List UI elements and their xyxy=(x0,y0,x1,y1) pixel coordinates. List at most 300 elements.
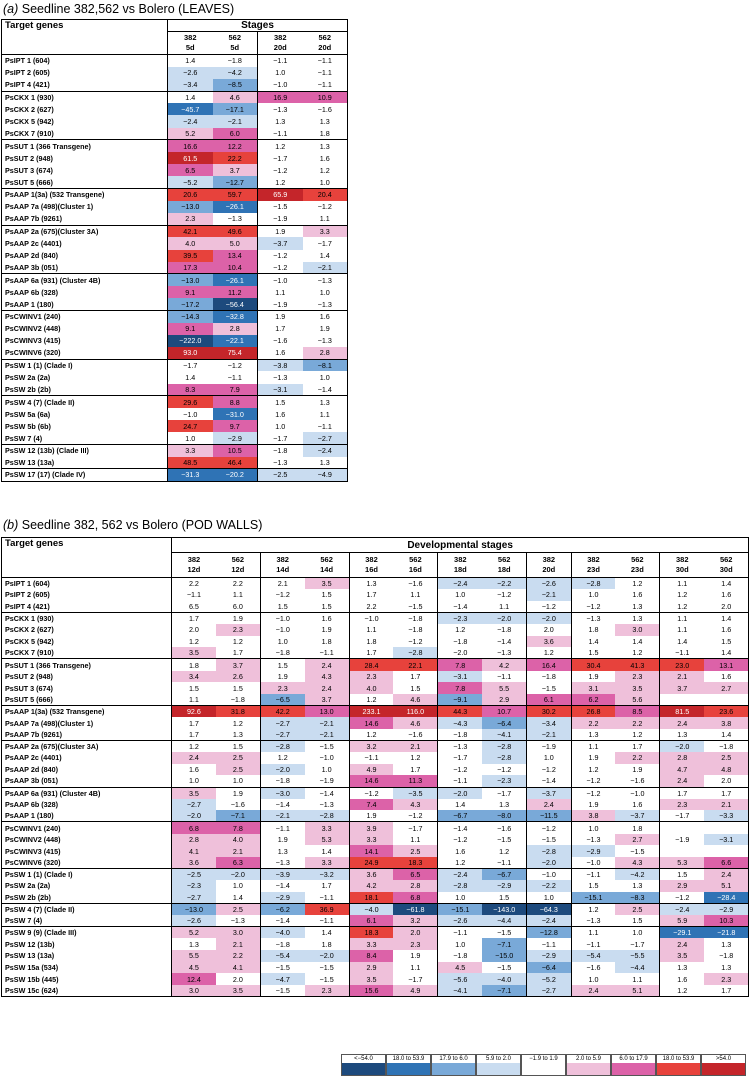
value-cell: 1.9 xyxy=(216,787,260,799)
value-cell: 2.3 xyxy=(260,682,304,694)
value-cell: 2.0 xyxy=(704,775,749,787)
value-cell: 5.5 xyxy=(172,950,216,962)
value-cell: 20.4 xyxy=(303,189,348,201)
value-cell: 7.9 xyxy=(213,384,258,396)
value-cell: −1.8 xyxy=(482,624,526,636)
value-cell: −2.4 xyxy=(660,903,704,915)
value-cell: 5.9 xyxy=(660,915,704,927)
value-cell: 6.0 xyxy=(216,601,260,613)
gene-name: PsSW 5b (6b) xyxy=(2,420,168,432)
legend-color-box xyxy=(612,1063,655,1075)
value-cell: 49.6 xyxy=(213,225,258,237)
value-cell: −1.8 xyxy=(438,636,482,648)
table-row xyxy=(2,659,749,671)
table-row xyxy=(2,225,348,237)
value-cell: −4.1 xyxy=(438,985,482,997)
value-cell: 1.9 xyxy=(303,323,348,335)
value-cell: −1.3 xyxy=(258,457,303,469)
value-cell: −1.2 xyxy=(258,250,303,262)
value-cell: −2.7 xyxy=(260,729,304,741)
table-row xyxy=(2,298,348,310)
value-cell: 1.3 xyxy=(349,578,393,590)
value-cell: 42.1 xyxy=(168,225,213,237)
value-cell: −13.0 xyxy=(172,903,216,915)
table-row xyxy=(2,682,749,694)
column-stage-label: 5d xyxy=(185,43,195,52)
value-cell: 5.6 xyxy=(615,694,659,706)
value-cell: −26.1 xyxy=(213,201,258,213)
gene-name: PsCKX 2 (627) xyxy=(2,103,168,115)
table-row xyxy=(2,323,348,335)
gene-name: PsAAP 6b (328) xyxy=(2,286,168,298)
value-cell: −13.0 xyxy=(168,201,213,213)
value-cell: 1.4 xyxy=(704,647,749,659)
value-cell: 4.5 xyxy=(172,962,216,974)
value-cell: −1.9 xyxy=(527,740,571,752)
value-cell: −5.4 xyxy=(571,950,615,962)
value-cell: 1.7 xyxy=(349,589,393,601)
column-line-label: 562 xyxy=(228,33,241,42)
value-cell: 3.9 xyxy=(349,822,393,834)
value-cell: −1.9 xyxy=(660,834,704,846)
value-cell: 2.1 xyxy=(660,671,704,683)
value-cell: 1.9 xyxy=(571,671,615,683)
value-cell: 116.0 xyxy=(393,706,437,718)
value-cell: −1.7 xyxy=(660,810,704,822)
value-cell: 3.6 xyxy=(527,636,571,648)
value-cell: 7.4 xyxy=(349,799,393,811)
panel-b-label: (b) xyxy=(3,518,19,532)
gene-name: PsSW 15b (445) xyxy=(2,973,172,985)
value-cell: 1.4 xyxy=(660,636,704,648)
value-cell: 2.7 xyxy=(615,834,659,846)
value-cell: −1.5 xyxy=(482,834,526,846)
value-cell: 1.1 xyxy=(571,740,615,752)
column-header xyxy=(527,553,571,578)
gene-name: PsIPT 4 (421) xyxy=(2,601,172,613)
value-cell: 2.8 xyxy=(393,880,437,892)
table-row xyxy=(2,799,749,811)
value-cell: 2.5 xyxy=(393,845,437,857)
value-cell: 1.7 xyxy=(172,717,216,729)
value-cell: 1.1 xyxy=(303,408,348,420)
value-cell: 1.6 xyxy=(660,973,704,985)
value-cell: 1.9 xyxy=(258,310,303,322)
value-cell: −32.8 xyxy=(213,310,258,322)
value-cell: 1.8 xyxy=(303,128,348,140)
table-row xyxy=(2,671,749,683)
value-cell: −61.8 xyxy=(393,903,437,915)
value-cell: 1.4 xyxy=(704,578,749,590)
value-cell: −1.5 xyxy=(305,973,349,985)
value-cell: −1.5 xyxy=(393,601,437,613)
value-cell: −3.5 xyxy=(393,787,437,799)
value-cell: 8.4 xyxy=(349,950,393,962)
value-cell: 1.7 xyxy=(258,323,303,335)
value-cell: 2.2 xyxy=(349,601,393,613)
value-cell: −1.1 xyxy=(438,775,482,787)
value-cell: −2.0 xyxy=(172,810,216,822)
value-cell: −7.1 xyxy=(482,985,526,997)
table-row xyxy=(2,79,348,91)
value-cell: −1.1 xyxy=(438,927,482,939)
column-line-label: 562 xyxy=(631,555,644,564)
value-cell: −1.6 xyxy=(482,822,526,834)
value-cell: 1.2 xyxy=(482,845,526,857)
value-cell: 1.1 xyxy=(349,624,393,636)
column-stage-label: 23d xyxy=(630,565,644,574)
value-cell: −3.7 xyxy=(258,237,303,249)
value-cell: 1.4 xyxy=(704,612,749,624)
value-cell: 1.1 xyxy=(172,694,216,706)
value-cell: 4.8 xyxy=(704,764,749,776)
gene-name: PsAAP 6b (328) xyxy=(2,799,172,811)
value-cell: −4.9 xyxy=(303,469,348,481)
value-cell: 1.0 xyxy=(172,775,216,787)
value-cell: −222.0 xyxy=(168,335,213,347)
value-cell: 22.2 xyxy=(213,152,258,164)
value-cell: 1.1 xyxy=(393,834,437,846)
value-cell: 1.3 xyxy=(704,962,749,974)
value-cell: 1.7 xyxy=(393,671,437,683)
value-cell: −1.3 xyxy=(260,857,304,869)
value-cell: 2.3 xyxy=(305,985,349,997)
value-cell: −4.3 xyxy=(438,717,482,729)
table-row xyxy=(2,67,348,79)
gene-name: PsCKX 2 (627) xyxy=(2,624,172,636)
value-cell: 7.8 xyxy=(438,682,482,694)
value-cell: −1.0 xyxy=(258,274,303,286)
value-cell: −2.6 xyxy=(168,67,213,79)
table-row xyxy=(2,729,749,741)
value-cell: 1.0 xyxy=(438,892,482,904)
gene-name: PsIPT 1 (604) xyxy=(2,55,168,67)
value-cell: −1.6 xyxy=(393,578,437,590)
value-cell: 3.3 xyxy=(168,445,213,457)
color-scale-legend xyxy=(341,1054,747,1076)
table-row xyxy=(2,950,749,962)
gene-name: PsAAP 2c (4401) xyxy=(2,237,168,249)
table-row xyxy=(2,420,348,432)
value-cell: 1.9 xyxy=(349,810,393,822)
panel-b-title-text: Seedline 382, 562 vs Bolero (POD WALLS) xyxy=(18,518,263,532)
gene-name: PsSW 4 (7) (Clade II) xyxy=(2,396,168,408)
value-cell: 1.0 xyxy=(303,176,348,188)
value-cell: −6.5 xyxy=(260,694,304,706)
gene-name: PsAAP 7a (498)(Cluster 1) xyxy=(2,717,172,729)
gene-name: PsAAP 3b (051) xyxy=(2,262,168,274)
gene-name: PsSUT 5 (666) xyxy=(2,176,168,188)
gene-name: PsSW 1 (1) (Clade I) xyxy=(2,359,168,371)
gene-name: PsSW 7 (4) xyxy=(2,915,172,927)
value-cell: 5.2 xyxy=(168,128,213,140)
value-cell: 10.4 xyxy=(213,262,258,274)
value-cell: 1.3 xyxy=(615,612,659,624)
value-cell: 41.3 xyxy=(615,659,659,671)
legend-color-box xyxy=(432,1063,475,1075)
value-cell: −2.0 xyxy=(216,869,260,881)
column-line-label: 562 xyxy=(320,555,333,564)
value-cell: −2.5 xyxy=(172,869,216,881)
value-cell: −1.3 xyxy=(216,915,260,927)
value-cell: −3.4 xyxy=(168,79,213,91)
value-cell: −2.7 xyxy=(172,892,216,904)
column-line-label: 382 xyxy=(183,33,197,42)
value-cell: −14.3 xyxy=(168,310,213,322)
value-cell: 1.0 xyxy=(438,938,482,950)
value-cell: 18.3 xyxy=(349,927,393,939)
value-cell: 1.6 xyxy=(615,799,659,811)
column-header xyxy=(438,553,482,578)
value-cell: 3.0 xyxy=(216,927,260,939)
legend-swatch xyxy=(431,1054,476,1076)
table-row xyxy=(2,201,348,213)
value-cell: 1.7 xyxy=(305,880,349,892)
value-cell: −1.1 xyxy=(305,647,349,659)
value-cell: −1.1 xyxy=(260,822,304,834)
value-cell: 3.3 xyxy=(303,225,348,237)
value-cell: 1.6 xyxy=(258,347,303,359)
value-cell: −2.0 xyxy=(527,857,571,869)
value-cell: −2.3 xyxy=(438,612,482,624)
value-cell: 4.5 xyxy=(438,962,482,974)
value-cell: 1.9 xyxy=(615,764,659,776)
value-cell: −1.5 xyxy=(527,682,571,694)
value-cell: −1.7 xyxy=(438,752,482,764)
value-cell: 2.1 xyxy=(260,578,304,590)
table-row xyxy=(2,310,348,322)
value-cell: −1.1 xyxy=(571,869,615,881)
value-cell: 1.0 xyxy=(258,67,303,79)
value-cell: −1.2 xyxy=(571,787,615,799)
value-cell: −1.0 xyxy=(260,624,304,636)
value-cell: 1.2 xyxy=(349,729,393,741)
value-cell: −1.5 xyxy=(260,985,304,997)
value-cell: 1.6 xyxy=(438,845,482,857)
value-cell: −4.1 xyxy=(482,729,526,741)
value-cell: 18.3 xyxy=(393,857,437,869)
value-cell: 1.2 xyxy=(571,764,615,776)
value-cell: 8.8 xyxy=(213,396,258,408)
value-cell: −1.3 xyxy=(305,799,349,811)
value-cell: 5.0 xyxy=(213,237,258,249)
table-row xyxy=(2,752,749,764)
value-cell: −4.0 xyxy=(349,903,393,915)
table-row xyxy=(2,938,749,950)
value-cell: −20.2 xyxy=(213,469,258,481)
legend-label: 17.9 to 6.0 xyxy=(439,1056,468,1062)
gene-name: PsAAP 2a (675)(Cluster 3A) xyxy=(2,740,172,752)
value-cell: 3.7 xyxy=(213,164,258,176)
value-cell: −12.8 xyxy=(527,927,571,939)
value-cell: −5.4 xyxy=(260,950,304,962)
legend-swatch xyxy=(476,1054,521,1076)
value-cell: −11.5 xyxy=(527,810,571,822)
gene-name: PsAAP 1(3a) (532 Transgene) xyxy=(2,706,172,718)
value-cell: 1.9 xyxy=(571,799,615,811)
value-cell: −1.1 xyxy=(305,915,349,927)
value-cell: −2.6 xyxy=(438,915,482,927)
value-cell: −22.1 xyxy=(213,335,258,347)
value-cell: −1.0 xyxy=(615,787,659,799)
table-row xyxy=(2,91,348,103)
value-cell: 3.3 xyxy=(305,822,349,834)
value-cell: 1.3 xyxy=(303,457,348,469)
value-cell: 1.3 xyxy=(303,396,348,408)
value-cell: 1.3 xyxy=(615,880,659,892)
gene-name: PsSW 5a (6a) xyxy=(2,408,168,420)
value-cell: 24.9 xyxy=(349,857,393,869)
value-cell xyxy=(704,845,749,857)
value-cell: 2.4 xyxy=(660,775,704,787)
value-cell: 3.5 xyxy=(172,647,216,659)
table-row xyxy=(2,152,348,164)
value-cell: 5.5 xyxy=(482,682,526,694)
value-cell: −1.2 xyxy=(527,822,571,834)
value-cell: 6.8 xyxy=(393,892,437,904)
value-cell: 2.5 xyxy=(216,764,260,776)
value-cell: −29.1 xyxy=(660,927,704,939)
value-cell: −2.2 xyxy=(527,880,571,892)
gene-name: PsCKX 5 (942) xyxy=(2,115,168,127)
table-row xyxy=(2,445,348,457)
gene-name: PsSUT 1 (366 Transgene) xyxy=(2,659,172,671)
value-cell: −31.3 xyxy=(168,469,213,481)
gene-name: PsIPT 2 (605) xyxy=(2,589,172,601)
value-cell: −3.9 xyxy=(260,869,304,881)
value-cell: −1.5 xyxy=(260,962,304,974)
value-cell: 1.5 xyxy=(660,869,704,881)
legend-swatch xyxy=(566,1054,611,1076)
value-cell: 1.9 xyxy=(258,225,303,237)
value-cell: 1.1 xyxy=(660,578,704,590)
value-cell: 5.3 xyxy=(660,857,704,869)
value-cell: 1.2 xyxy=(216,636,260,648)
value-cell: 3.5 xyxy=(615,682,659,694)
value-cell: 1.2 xyxy=(571,903,615,915)
value-cell: 1.5 xyxy=(571,880,615,892)
value-cell: 12.2 xyxy=(213,140,258,152)
table-row xyxy=(2,384,348,396)
value-cell: 1.4 xyxy=(704,729,749,741)
gene-name: PsCWINV1 (240) xyxy=(2,822,172,834)
table-row xyxy=(2,601,749,613)
value-cell: −6.7 xyxy=(482,869,526,881)
gene-name: PsSW 15a (534) xyxy=(2,962,172,974)
value-cell: 2.0 xyxy=(393,927,437,939)
value-cell: 1.6 xyxy=(258,408,303,420)
value-cell: −2.0 xyxy=(660,740,704,752)
value-cell: −6.4 xyxy=(482,717,526,729)
value-cell: 2.2 xyxy=(571,717,615,729)
table-row xyxy=(2,578,749,590)
value-cell: −6.2 xyxy=(260,903,304,915)
value-cell: −1.0 xyxy=(305,752,349,764)
value-cell: −2.0 xyxy=(260,764,304,776)
value-cell: 2.3 xyxy=(660,799,704,811)
value-cell: 17.3 xyxy=(168,262,213,274)
value-cell: 5.3 xyxy=(305,834,349,846)
table-row xyxy=(2,469,348,481)
value-cell: −2.1 xyxy=(260,810,304,822)
column-header xyxy=(172,553,216,578)
value-cell: 2.8 xyxy=(303,347,348,359)
gene-name: PsAAP 2a (675)(Cluster 3A) xyxy=(2,225,168,237)
value-cell: 6.5 xyxy=(168,164,213,176)
value-cell: 3.5 xyxy=(305,578,349,590)
value-cell: 3.5 xyxy=(349,973,393,985)
value-cell: −1.7 xyxy=(258,432,303,444)
table-row xyxy=(2,262,348,274)
value-cell: 1.8 xyxy=(615,822,659,834)
value-cell: 1.5 xyxy=(172,682,216,694)
gene-name: PsCWINV3 (415) xyxy=(2,335,168,347)
value-cell: −1.2 xyxy=(438,764,482,776)
table-row xyxy=(2,869,749,881)
value-cell: 1.2 xyxy=(172,740,216,752)
value-cell: 1.4 xyxy=(168,55,213,67)
legend-label: 18.0 to 53.9 xyxy=(662,1056,695,1062)
value-cell: −1.6 xyxy=(571,962,615,974)
column-header xyxy=(571,553,615,578)
gene-name: PsIPT 2 (605) xyxy=(2,67,168,79)
column-header xyxy=(482,553,526,578)
value-cell: 3.6 xyxy=(349,869,393,881)
value-cell: 5.1 xyxy=(704,880,749,892)
value-cell: 1.7 xyxy=(393,764,437,776)
value-cell: 1.5 xyxy=(216,740,260,752)
legend-color-box xyxy=(567,1063,610,1075)
value-cell: 1.4 xyxy=(168,91,213,103)
value-cell: −1.1 xyxy=(303,79,348,91)
value-cell: 1.1 xyxy=(482,601,526,613)
value-cell: −1.7 xyxy=(303,237,348,249)
value-cell: −1.8 xyxy=(258,445,303,457)
table-row xyxy=(2,274,348,286)
value-cell: 1.0 xyxy=(216,775,260,787)
column-header xyxy=(303,32,348,55)
value-cell: −45.7 xyxy=(168,103,213,115)
value-cell: 9.1 xyxy=(168,286,213,298)
value-cell: 29.6 xyxy=(168,396,213,408)
table-row xyxy=(2,740,749,752)
legend-swatch xyxy=(611,1054,656,1076)
column-header xyxy=(260,553,304,578)
value-cell: −1.3 xyxy=(571,612,615,624)
value-cell: −2.8 xyxy=(260,740,304,752)
gene-name: PsAAP 2d (840) xyxy=(2,250,168,262)
column-stage-label: 30d xyxy=(719,565,733,574)
value-cell: 1.3 xyxy=(704,938,749,950)
value-cell: 7.8 xyxy=(438,659,482,671)
value-cell: 26.8 xyxy=(571,706,615,718)
column-stage-label: 16d xyxy=(365,565,378,574)
value-cell: −1.5 xyxy=(527,834,571,846)
value-cell: 81.5 xyxy=(660,706,704,718)
gene-name: PsAAP 2c (4401) xyxy=(2,752,172,764)
value-cell: −2.9 xyxy=(571,845,615,857)
value-cell: 18.1 xyxy=(349,892,393,904)
value-cell: 16.9 xyxy=(258,91,303,103)
column-header xyxy=(258,32,303,55)
value-cell: 1.0 xyxy=(615,927,659,939)
value-cell: 8.3 xyxy=(168,384,213,396)
value-cell: 1.0 xyxy=(258,420,303,432)
column-header xyxy=(216,553,260,578)
value-cell: −1.3 xyxy=(258,371,303,383)
column-stage-label: 30d xyxy=(675,565,689,574)
value-cell: 2.9 xyxy=(349,962,393,974)
